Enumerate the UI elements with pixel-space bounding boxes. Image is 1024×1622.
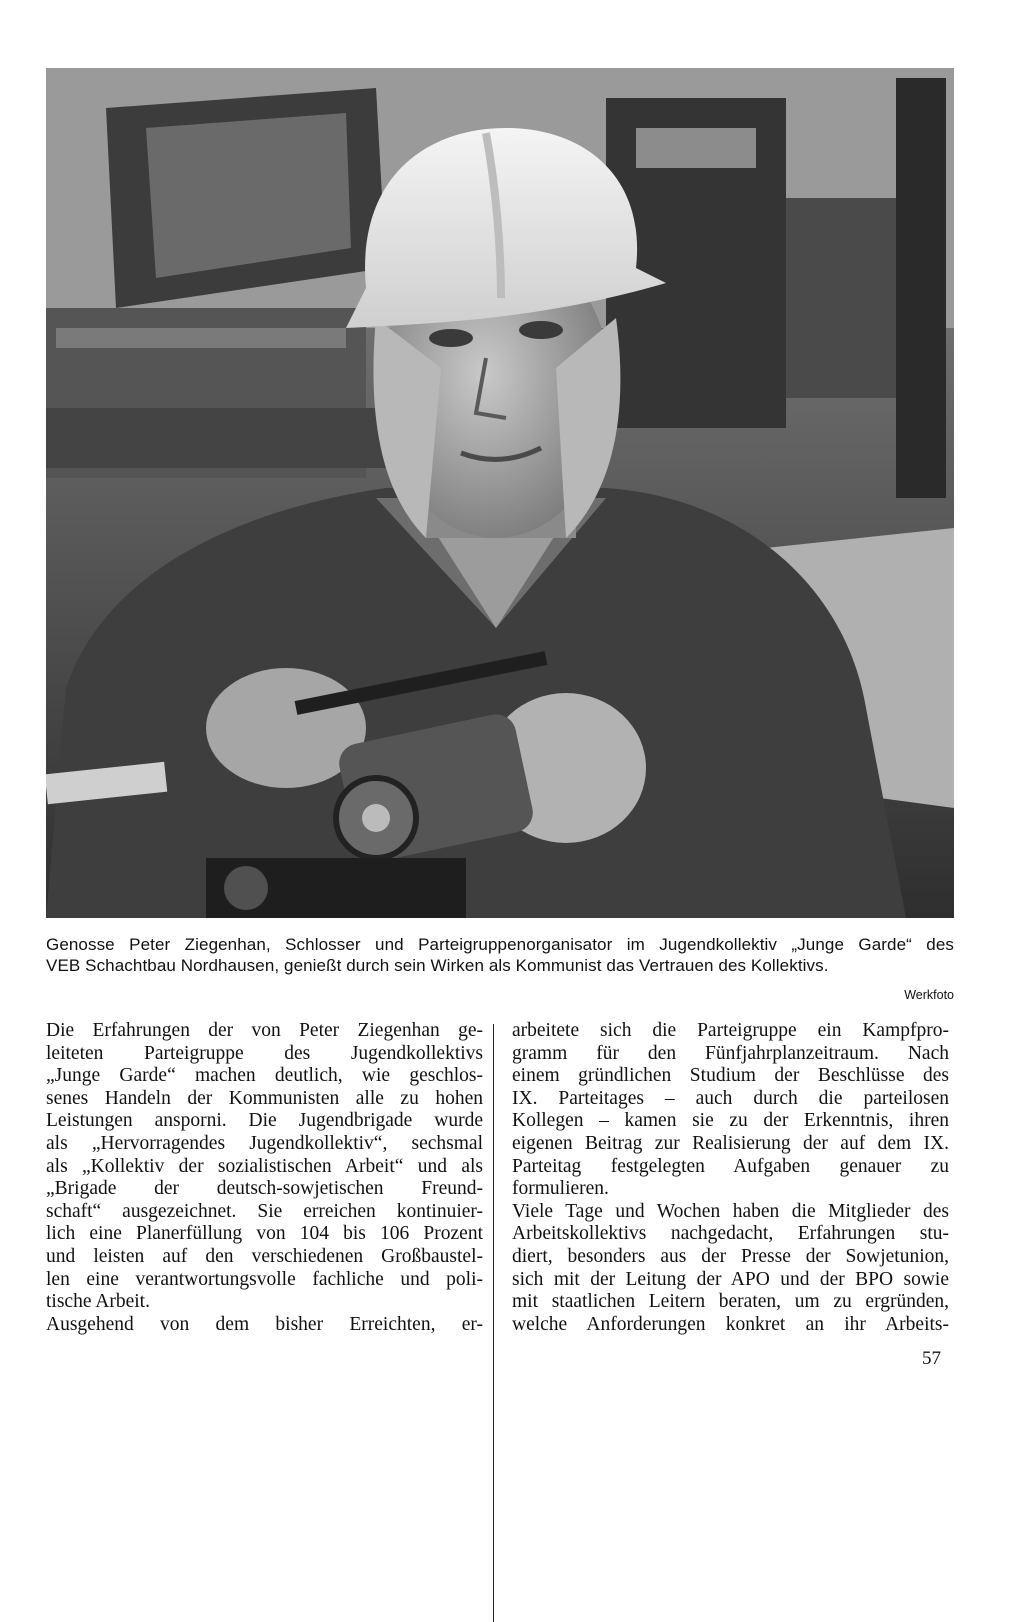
text-line: Die Erfahrungen der von Peter Ziegenhan ge- <box>46 1020 483 1041</box>
portrait-photo <box>46 68 954 918</box>
text-line: Kollegen – kamen sie zu der Erkenntnis, ihren <box>512 1110 949 1132</box>
text-line: Viele Tage und Wochen haben die Mitglieder des <box>512 1200 949 1222</box>
text-line: einem gründlichen Studium der Beschlüsse des <box>512 1065 949 1087</box>
text-line: als „Kollektiv der sozialistischen Arbeit“ und als <box>46 1155 483 1177</box>
text-line: len eine verantwortungsvolle fachliche und poli- <box>46 1268 483 1290</box>
caption-line-2: VEB Schachtbau Nordhausen, genießt durch sein Wirken als Kommunist das Vertrauen des Kollektivs. <box>46 956 829 975</box>
worker-photo-illustration <box>46 68 954 918</box>
caption-line-1: Genosse Peter Ziegenhan, Schlosser und Parteigruppenorganisator im Jugendkollektiv „Junge Garde“ des <box>46 935 954 954</box>
text-line: welche Anforderungen konkret an ihr Arbeits- <box>512 1313 949 1335</box>
text-line: mit staatlichen Leitern beraten, um zu ergründen, <box>512 1291 949 1313</box>
text-line: diert, besonders aus der Presse der Sowjetunion, <box>512 1245 949 1267</box>
text-line: tische Arbeit. <box>46 1291 150 1313</box>
text-line: und leisten auf den verschiedenen Großbaustel- <box>46 1245 483 1267</box>
text-line: eigenen Beitrag zur Realisierung der auf dem IX. <box>512 1132 949 1154</box>
text-line: sich mit der Leitung der APO und der BPO sowie <box>512 1268 949 1290</box>
text-line: schaft“ ausgezeichnet. Sie erreichen kontinuier- <box>46 1200 483 1222</box>
text-line: IX. Parteitages – auch durch die parteilosen <box>512 1087 949 1109</box>
text-line: Parteitag festgelegten Aufgaben genauer zu <box>512 1155 949 1177</box>
text-line: lich eine Planerfüllung von 104 bis 106 Prozent <box>46 1223 483 1245</box>
text-line: arbeitete sich die Parteigruppe ein Kampfpro- <box>512 1020 949 1041</box>
column-divider <box>493 1024 494 1622</box>
text-line: als „Hervorragendes Jugendkollektiv“, sechsmal <box>46 1132 483 1154</box>
text-line: formulieren. <box>512 1178 609 1200</box>
text-line: senes Handeln der Kommunisten alle zu hohen <box>46 1087 483 1109</box>
article-column-right <box>512 1020 949 1336</box>
photo-credit: Werkfoto <box>904 988 954 1002</box>
text-line: gramm für den Fünfjahrplanzeitraum. Nach <box>512 1042 949 1064</box>
text-line: Leistungen ansporni. Die Jugendbrigade wurde <box>46 1110 483 1132</box>
text-line: Ausgehend von dem bisher Erreichten, er- <box>46 1313 483 1335</box>
text-line: „Brigade der deutsch-sowjetischen Freund- <box>46 1178 483 1200</box>
article-column-left <box>46 1020 483 1336</box>
page-number: 57 <box>922 1348 941 1369</box>
text-line: leiteten Parteigruppe des Jugendkollektivs <box>46 1042 483 1064</box>
text-line: „Junge Garde“ machen deutlich, wie geschlos- <box>46 1065 483 1087</box>
text-line: Arbeitskollektivs nachgedacht, Erfahrungen stu- <box>512 1223 949 1245</box>
photo-caption <box>46 934 954 976</box>
